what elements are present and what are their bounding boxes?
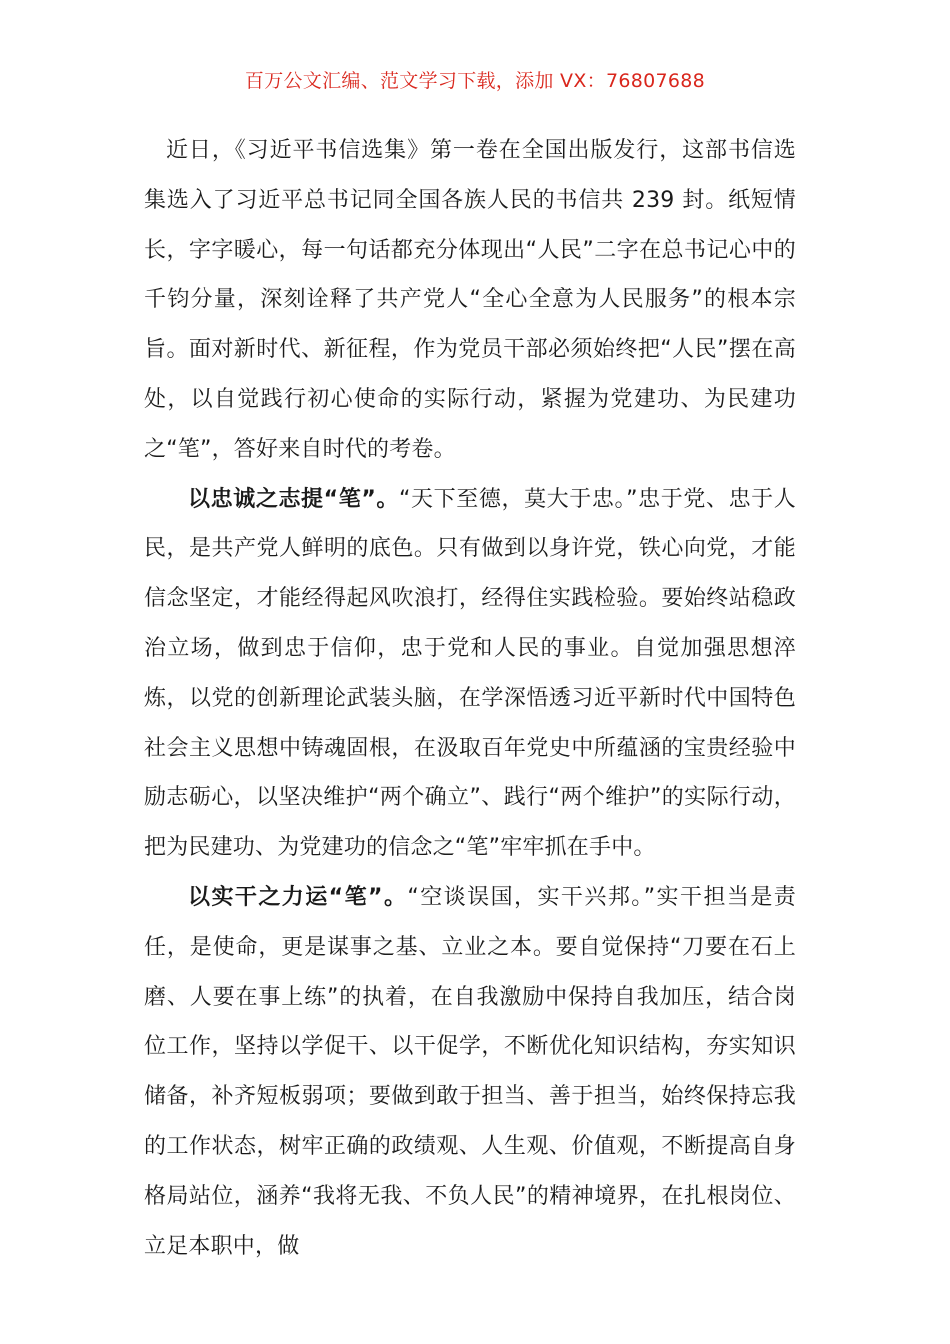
paragraph-intro xyxy=(144,126,796,475)
paragraph-text: “空谈误国，实干兴邦。”实干担当是责任，是使命，更是谋事之基、立业之本。要自觉保持“刀要在石上磨、人要在事上练”的执着，在自我激励中保持自我加压，结合岗位工作，坚持以学促干、以干促学，不断优化知识结构，夯实知识储备，补齐短板弱项；要做到敢于担当、善于担当，始终保持忘我的工作状态，树牢正确的政绩观、人生观、价值观，不断提高自身格局站位，涵养“我将无我、不负人民”的精神境界，在扎根岗位、立足本职中，做 xyxy=(144,884,796,1259)
paragraph-lead-heading: 以忠诚之志提“笔”。 xyxy=(188,486,400,512)
paragraph-text: “天下至德，莫大于忠。”忠于党、忠于人民，是共产党人鲜明的底色。只有做到以身许党，铁心向党，才能信念坚定，才能经得起风吹浪打，经得住实践检验。要始终站稳政治立场，做到忠于信仰，忠于党和人民的事业。自觉加强思想淬炼，以党的创新理论武装头脑，在学深悟透习近平新时代中国特色社会主义思想中铸魂固根，在汲取百年党史中所蕴涵的宝贵经验中励志砺心，以坚决维护“两个确立”、践行“两个维护”的实际行动，把为民建功、为党建功的信念之“笔”牢牢抓在手中。 xyxy=(144,486,796,861)
paragraph-action xyxy=(144,873,796,1271)
paragraph-loyalty xyxy=(144,475,796,873)
header-notice: 百万公文汇编、范文学习下载，添加 VX：76807688 xyxy=(244,70,706,92)
paragraph-lead-heading: 以实干之力运“笔”。 xyxy=(188,884,408,910)
paragraph-text: 近日，《习近平书信选集》第一卷在全国出版发行，这部书信选集选入了习近平总书记同全国各族人民的书信共 239 封。纸短情长，字字暖心，每一句话都充分体现出“人民”二字在总书记心中的千钧分量，深刻诠释了共产党人“全心全意为人民服务”的根本宗旨。面对新时代、新征程，作为党员干部必须始终把“人民”摆在高处，以自觉践行初心使命的实际行动，紧握为党建功、为民建功之“笔”，答好来自时代的考卷。 xyxy=(144,138,796,462)
article-body xyxy=(144,126,796,1271)
